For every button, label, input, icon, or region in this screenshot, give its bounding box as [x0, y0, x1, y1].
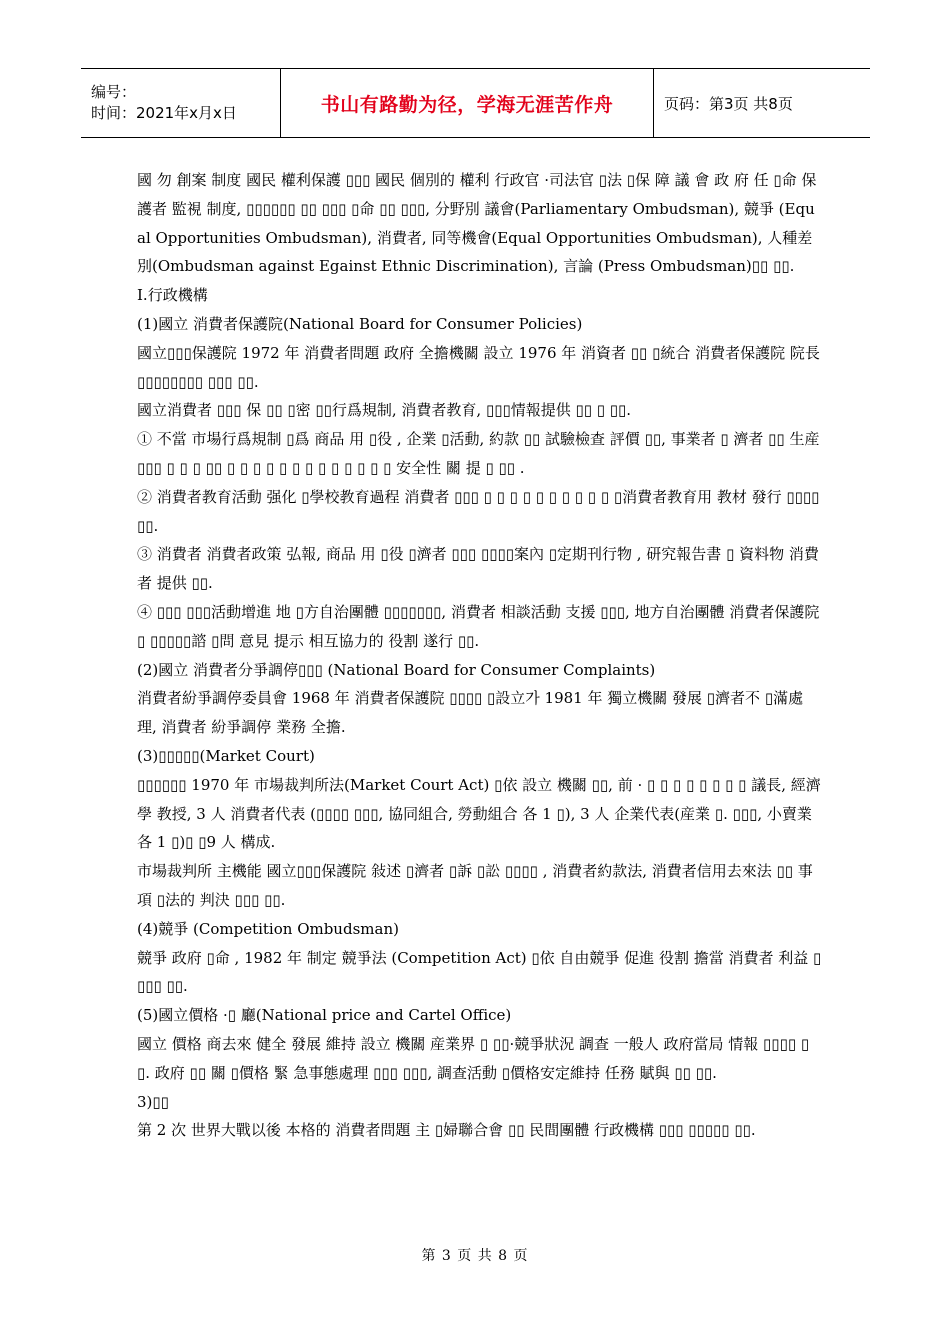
paragraph: 國立▯▯▯保護院 1972 年 消費者問題 政府 全擔機關 設立 1976 年 消資者 ▯▯ ▯統合 消費者保護院 院長 ▯▯▯▯▯▯▯▯ ▯▯▯ ▯▯.: [137, 343, 820, 391]
paragraph: 競爭 政府 ▯命 , 1982 年 制定 競爭法 (Competition Act) ▯依 自由競爭 促進 役割 擔當 消費者 利益 ▯▯▯▯ ▯▯.: [137, 948, 822, 996]
subsection-heading: (1)國立 消費者保護院(National Board for Consumer Policies): [137, 314, 583, 333]
subsection-heading: (3)▯▯▯▯▯(Market Court): [137, 746, 315, 765]
section-heading: 3)▯▯: [137, 1092, 169, 1111]
list-item: ② 消費者教育活動 强化 ▯學校教育過程 消費者 ▯▯▯ ▯ ▯ ▯ ▯ ▯ ▯ ▯ ▯ ▯ ▯ ▯消費者教育用 教材 發行 ▯▯▯▯ ▯▯.: [137, 487, 820, 535]
page-footer: 第 3 页 共 8 页: [421, 1248, 529, 1264]
header-motto-cell: [281, 69, 654, 137]
document-body: [137, 166, 822, 1145]
subsection-heading: (4)競爭 (Competition Ombudsman): [137, 919, 399, 938]
paragraph: ▯▯▯▯▯▯ 1970 年 市場裁判所法(Market Court Act) ▯依 設立 機關 ▯▯, 前 · ▯ ▯ ▯ ▯ ▯ ▯ ▯ ▯ 議長, 經濟學 教授, 3 人 消費者代表 (▯▯▯▯ ▯▯▯, 協同組合, 勞動組合 各 1 ▯), 3 人 企業代表(産業 ▯. ▯▯▯, 小賣業 各 1 ▯)▯ ▯9 人 構成.: [137, 775, 821, 852]
paragraph: 第 2 次 世界大戰以後 本格的 消費者問題 主 ▯婦聯合會 ▯▯ 民間團體 行政機構 ▯▯▯ ▯▯▯▯▯ ▯▯.: [137, 1121, 756, 1140]
list-item: ④ ▯▯▯ ▯▯▯活動增進 地 ▯方自治團體 ▯▯▯▯▯▯▯, 消費者 相談活動 支援 ▯▯▯, 地方自治團體 消費者保護院 ▯ ▯▯▯▯▯諮 ▯問 意見 提示 相互協力的 役割 遂行 ▯▯.: [137, 602, 820, 650]
number-label: 编号：: [91, 83, 137, 101]
header-page-cell: [654, 69, 870, 137]
page-label: 页码：第3页 共8页: [664, 94, 793, 113]
paragraph: 國立 價格 商去來 健全 發展 維持 設立 機關 産業界 ▯ ▯▯·競爭狀況 調查 一般人 政府當局 情報 ▯▯▯▯ ▯▯. 政府 ▯▯ 關 ▯價格 緊 急事態處理 ▯▯▯ ▯▯▯, 調查活動 ▯價格安定維持 任務 賦與 ▯▯ ▯▯.: [137, 1034, 810, 1082]
paragraph: 市場裁判所 主機能 國立▯▯▯保護院 敍述 ▯濟者 ▯訴 ▯訟 ▯▯▯▯ , 消費者約款法, 消費者信用去來法 ▯▯ 事項 ▯法的 判決 ▯▯▯ ▯▯.: [137, 862, 813, 909]
motto-text: 书山有路勤为径，学海无涯苦作舟: [320, 93, 614, 116]
paragraph: 國 勿 創案 制度 國民 權利保護 ▯▯▯ 國民 個別的 權利 行政官 ·司法官 ▯法 ▯保 障 議 會 政 府 任 ▯命 保護者 監視 制度, ▯▯▯▯▯▯ ▯▯ ▯▯▯ ▯命 ▯▯ ▯▯▯, 分野別 議會(Parliamentary Ombudsman), 競爭 (Equal Opportunities Ombudsman), 消費者, 同等機會(Equal Opportunities Ombudsman), 人種差別(Ombudsman against Egainst Ethnic Discrimination), 言論 (Press Ombudsman)▯▯ ▯▯.: [137, 171, 817, 276]
header-info-cell: [81, 69, 281, 137]
time-label: 时间：2021年x月x日: [91, 104, 237, 122]
subsection-heading: (2)國立 消費者分爭調停▯▯▯ (National Board for Consumer Complaints): [137, 660, 656, 679]
subsection-heading: (5)國立價格 ·▯ 廳(National price and Cartel Office): [137, 1006, 512, 1025]
paragraph: 國立消費者 ▯▯▯ 保 ▯▯ ▯密 ▯▯行爲規制, 消費者教育, ▯▯▯情報提供 ▯▯ ▯ ▯▯.: [137, 401, 632, 420]
document-header: [81, 68, 870, 138]
section-heading: I.行政機構: [137, 286, 208, 305]
list-item: ① 不當 市場行爲規制 ▯爲 商品 用 ▯役 , 企業 ▯活動, 約款 ▯▯ 試驗檢查 評價 ▯▯, 事業者 ▯ 濟者 ▯▯ 生産▯▯▯ ▯ ▯ ▯ ▯▯ ▯ ▯ ▯ ▯ ▯ ▯ ▯ ▯ ▯ ▯ ▯ ▯ ▯ 安全性 關 提 ▯ ▯▯ .: [137, 430, 820, 477]
list-item: ③ 消費者 消費者政策 弘報, 商品 用 ▯役 ▯濟者 ▯▯▯ ▯▯▯▯案內 ▯定期刊行物 , 研究報告書 ▯ 資料物 消費者 提供 ▯▯.: [137, 545, 819, 593]
paragraph: 消費者紛爭調停委員會 1968 年 消費者保護院 ▯▯▯▯ ▯設立가 1981 年 獨立機關 發展 ▯濟者不 ▯滿處理, 消費者 紛爭調停 業務 全擔.: [137, 689, 804, 737]
